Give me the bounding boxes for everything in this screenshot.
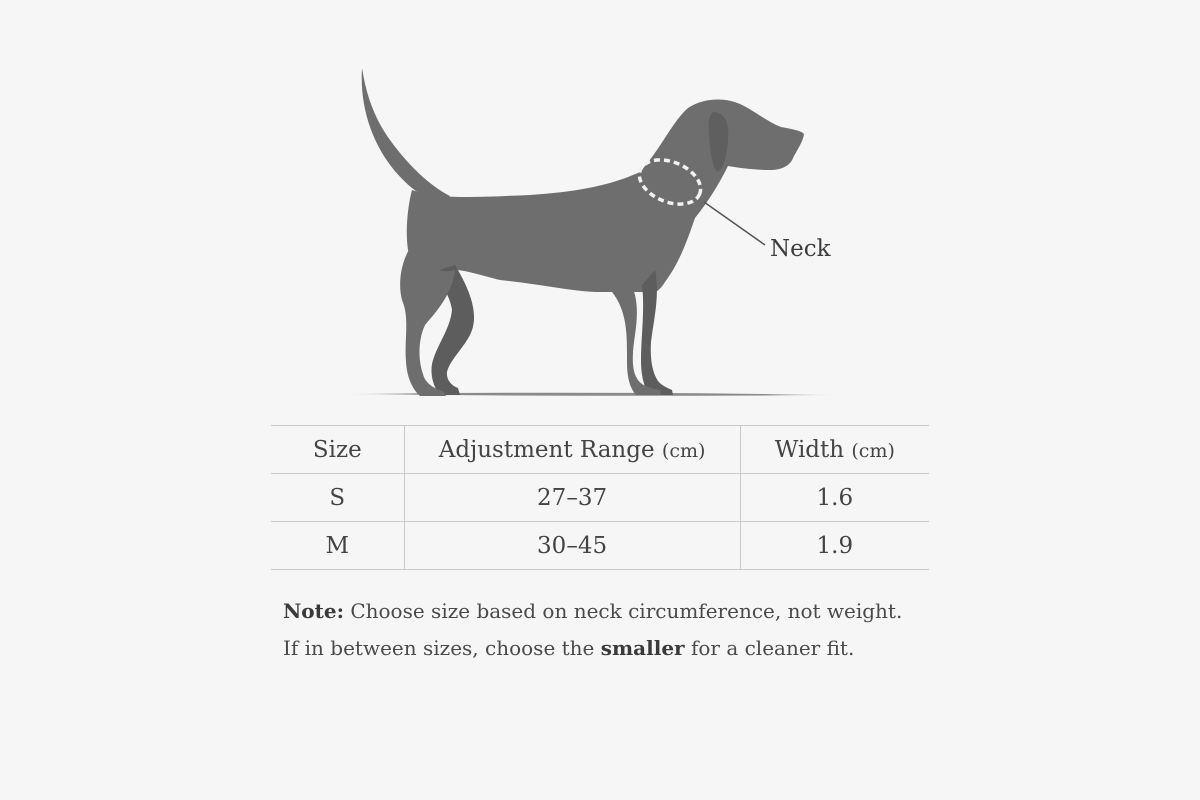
note-line-1: Note: Choose size based on neck circumference, not weight.	[283, 599, 903, 623]
note-line-2: If in between sizes, choose the smaller for a cleaner fit.	[283, 636, 855, 660]
header-adjustment-range: Adjustment Range (cm)	[404, 426, 740, 474]
note-emphasis: smaller	[600, 636, 685, 660]
table-header-row	[271, 426, 929, 474]
sizing-notes	[283, 593, 902, 667]
size-cell: S	[271, 474, 404, 522]
table-row	[271, 474, 929, 522]
neck-label: Neck	[770, 236, 831, 262]
range-cell: 27–37	[404, 474, 740, 522]
range-cell: 30–45	[404, 522, 740, 570]
width-cell: 1.9	[740, 522, 929, 570]
table-row	[271, 522, 929, 570]
neck-leader-line	[704, 202, 765, 245]
header-width: Width (cm)	[740, 426, 929, 474]
header-size: Size	[271, 426, 404, 474]
width-cell: 1.6	[740, 474, 929, 522]
size-cell: M	[271, 522, 404, 570]
note-label: Note:	[283, 599, 344, 623]
dog-silhouette-icon	[362, 68, 804, 396]
size-table	[271, 425, 929, 570]
